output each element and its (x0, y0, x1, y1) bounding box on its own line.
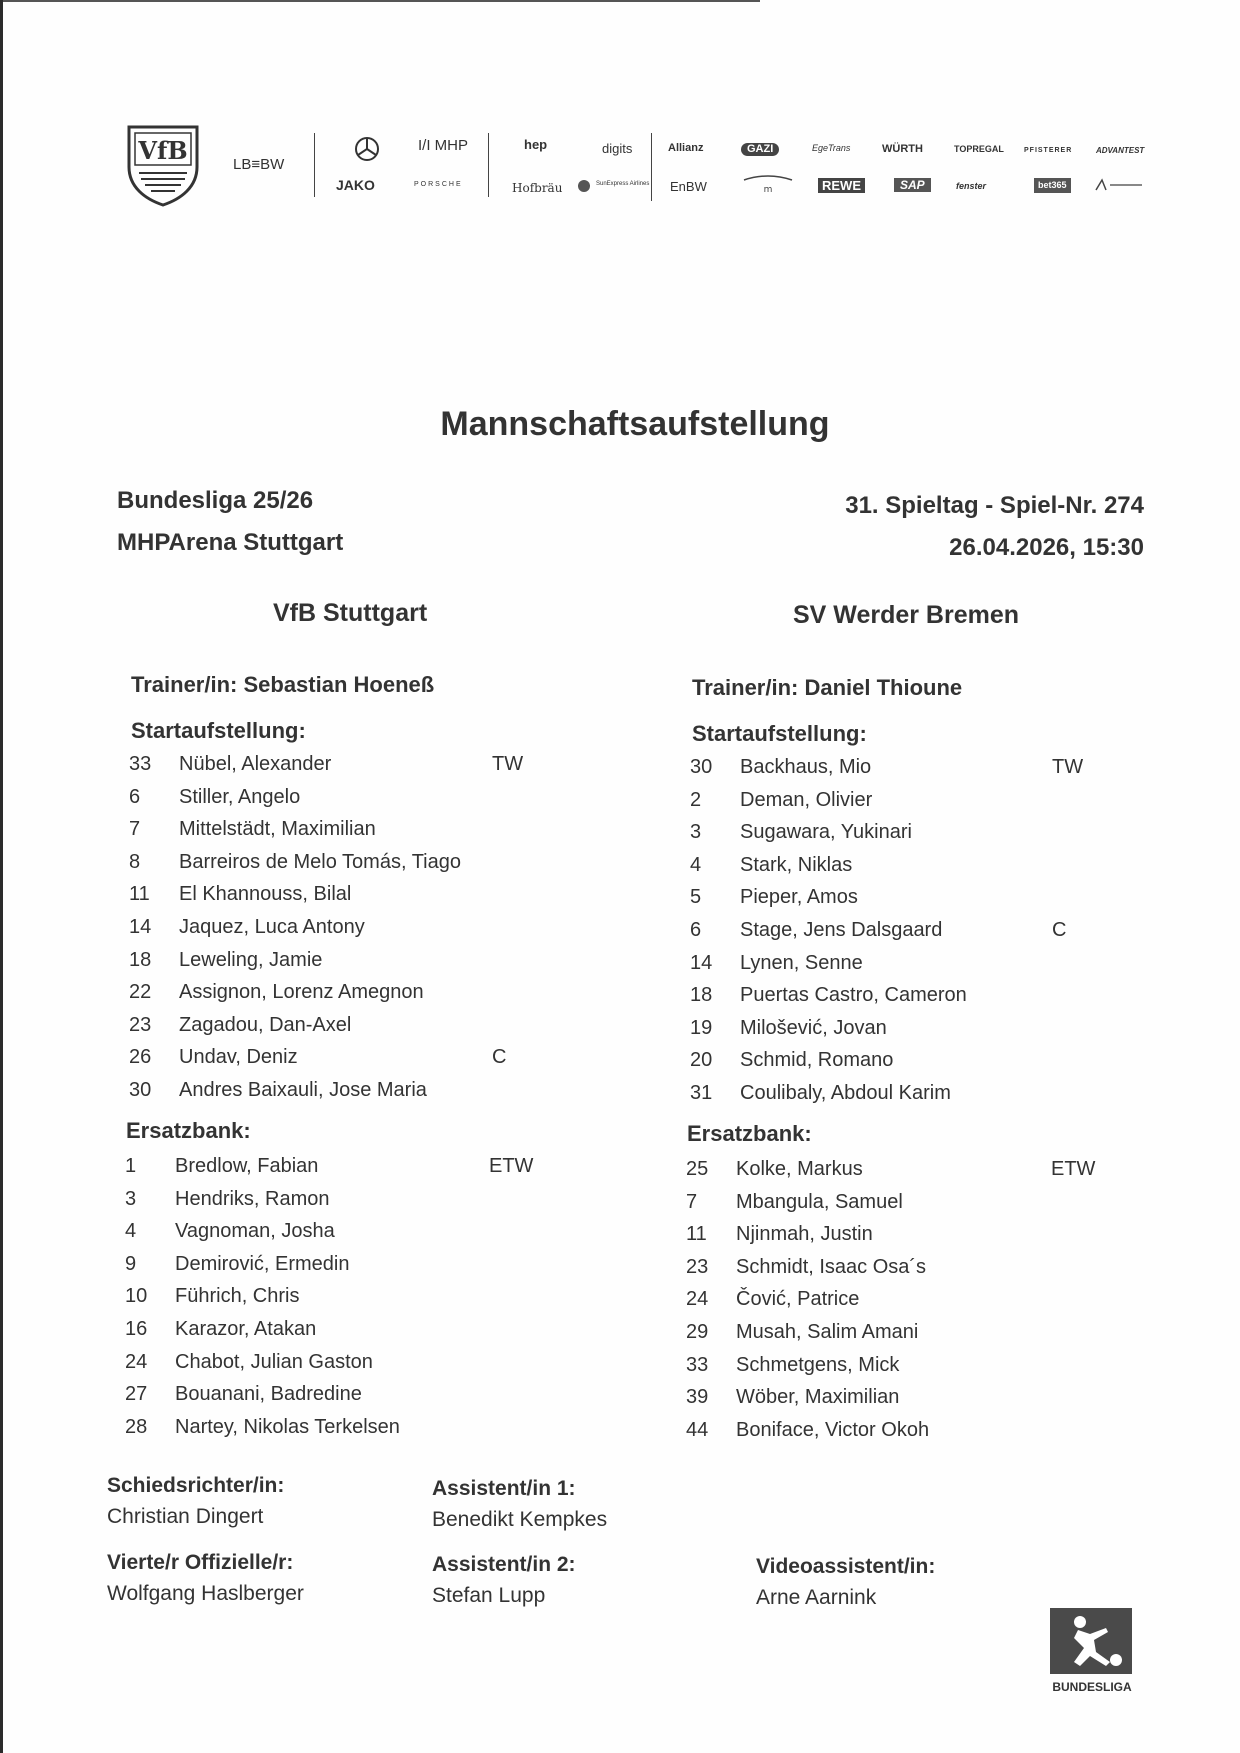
player-number: 30 (690, 756, 713, 778)
player-number: 7 (129, 818, 141, 841)
player-row (690, 952, 1112, 985)
player-name: Undav, Deniz (179, 1046, 298, 1069)
player-number: 23 (129, 1013, 152, 1036)
player-row (125, 1253, 549, 1286)
player-name: Njinmah, Justin (736, 1223, 873, 1246)
referee-label: Schiedsrichter/in: (107, 1474, 285, 1497)
player-row (690, 984, 1112, 1017)
svg-text:VfB: VfB (138, 136, 188, 165)
sunexpress-sun-icon (576, 178, 592, 194)
player-number: 3 (690, 821, 702, 844)
player-name: Führich, Chris (175, 1285, 300, 1308)
player-row (686, 1321, 1111, 1354)
player-name: Stage, Jens Dalsgaard (740, 919, 943, 941)
player-number: 2 (690, 788, 702, 811)
player-row (686, 1223, 1111, 1256)
player-row (686, 1354, 1111, 1387)
bet365-logo: bet365 (1034, 178, 1071, 193)
player-role: ETW (489, 1155, 534, 1177)
player-number: 20 (690, 1049, 713, 1072)
bundesliga-logo-icon (1050, 1608, 1132, 1674)
vfb-crest-icon (125, 123, 201, 207)
player-number: 23 (686, 1255, 709, 1278)
player-name: Backhaus, Mio (740, 756, 872, 778)
player-number: 3 (125, 1187, 137, 1210)
player-row (129, 1014, 552, 1047)
hofbrau-logo: Hofbräu (512, 181, 563, 195)
var-label: Videoassistent/in: (756, 1555, 936, 1578)
player-number: 14 (129, 916, 152, 938)
player-row (125, 1220, 549, 1253)
player-name: Kolke, Markus (736, 1158, 863, 1180)
player-name: Schmid, Romano (740, 1049, 894, 1072)
player-number: 6 (690, 919, 702, 941)
away-team-name: SV Werder Bremen (793, 601, 1020, 629)
player-name: Milošević, Jovan (740, 1016, 887, 1039)
player-number: 39 (686, 1386, 709, 1409)
lbbw-logo: LB≡BW (233, 156, 285, 173)
player-row (690, 756, 1112, 789)
scan-edge-top (0, 0, 760, 2)
player-name: Bredlow, Fabian (175, 1155, 319, 1177)
sponsor-divider (314, 133, 315, 197)
porsche-logo: PORSCHE (414, 181, 463, 188)
player-number: 10 (125, 1285, 148, 1308)
advantest-logo: ADVANTEST (1096, 146, 1145, 155)
player-name: Zagadou, Dan-Axel (179, 1013, 352, 1036)
player-role: C (492, 1046, 507, 1069)
var-name: Arne Aarnink (756, 1586, 877, 1609)
player-name: Mittelstädt, Maximilian (179, 818, 376, 841)
assistant1-label: Assistent/in 1: (432, 1477, 576, 1500)
player-row (129, 786, 552, 819)
mhp-logo: I/I MHP (418, 137, 469, 154)
player-number: 4 (125, 1220, 137, 1243)
player-number: 28 (125, 1415, 148, 1438)
player-row (125, 1318, 549, 1351)
pfisterer-logo: PFISTERER (1024, 147, 1073, 154)
away-bench-label: Ersatzbank: (687, 1121, 812, 1146)
player-row (690, 919, 1112, 952)
bundesliga-logo-text: BUNDESLIGA (1052, 1680, 1132, 1694)
assistant2-label: Assistent/in 2: (432, 1553, 576, 1576)
fourth-official-name: Wolfgang Haslberger (107, 1582, 304, 1605)
player-row (129, 916, 552, 949)
player-row (129, 883, 552, 916)
player-role: TW (492, 753, 524, 775)
home-team-name: VfB Stuttgart (273, 599, 428, 627)
venue: MHPArena Stuttgart (117, 529, 344, 556)
player-number: 4 (690, 853, 702, 876)
player-number: 18 (690, 984, 713, 1007)
sap-logo: SAP (894, 178, 931, 192)
home-trainer: Trainer/in: Sebastian Hoeneß (131, 672, 435, 697)
player-row (129, 981, 552, 1014)
assistant1-name: Benedikt Kempkes (432, 1508, 608, 1531)
player-row (125, 1285, 549, 1318)
scan-edge-left (0, 0, 3, 1753)
digits-logo: digits (602, 141, 633, 156)
svg-text:m: m (763, 185, 773, 195)
player-row (686, 1288, 1111, 1321)
jako-logo: JAKO (336, 177, 375, 193)
player-row (686, 1256, 1111, 1289)
player-number: 5 (690, 886, 702, 909)
topregal-logo: TOPREGAL (954, 144, 1004, 154)
away-start-label: Startaufstellung: (692, 721, 867, 746)
player-role: TW (1052, 756, 1084, 778)
player-name: Stark, Niklas (740, 853, 853, 876)
player-name: Sugawara, Yukinari (740, 821, 912, 844)
player-number: 44 (686, 1418, 709, 1441)
acc-group-logo-icon (1094, 178, 1146, 192)
player-row (690, 1082, 1112, 1115)
player-row (129, 818, 552, 851)
player-number: 33 (686, 1353, 709, 1376)
player-row (686, 1191, 1111, 1224)
player-name: Nartey, Nikolas Terkelsen (175, 1415, 400, 1438)
player-row (125, 1155, 549, 1188)
player-row (690, 1049, 1112, 1082)
player-number: 9 (125, 1252, 137, 1275)
enbw-logo: EnBW (670, 179, 707, 194)
player-row (690, 886, 1112, 919)
player-name: Assignon, Lorenz Amegnon (179, 981, 424, 1004)
player-number: 27 (125, 1383, 148, 1406)
matchday: 31. Spieltag - Spiel-Nr. 274 (845, 492, 1144, 519)
player-number: 18 (129, 948, 152, 971)
competition: Bundesliga 25/26 (117, 487, 314, 514)
player-row (129, 851, 552, 884)
gazi-logo: GAZI (741, 143, 779, 156)
home-bench-label: Ersatzbank: (126, 1118, 251, 1143)
player-number: 1 (125, 1155, 137, 1177)
player-name: Stiller, Angelo (179, 785, 301, 808)
player-row (690, 1017, 1112, 1050)
player-name: Musah, Salim Amani (736, 1321, 919, 1343)
fourth-official-label: Vierte/r Offizielle/r: (107, 1551, 294, 1574)
player-row (686, 1158, 1111, 1191)
player-role: ETW (1051, 1158, 1096, 1180)
player-name: Barreiros de Melo Tomás, Tiago (179, 850, 461, 873)
player-name: Deman, Olivier (740, 788, 873, 811)
player-number: 8 (129, 850, 141, 873)
player-number: 30 (129, 1079, 152, 1101)
player-row (125, 1416, 549, 1449)
player-row (690, 854, 1112, 887)
sponsor-divider (488, 133, 489, 197)
wurth-logo: WÜRTH (882, 143, 923, 155)
player-name: Puertas Castro, Cameron (740, 984, 967, 1007)
player-name: Hendriks, Ramon (175, 1187, 330, 1210)
player-number: 14 (690, 951, 713, 974)
player-number: 6 (129, 785, 141, 808)
marquardt-logo-icon (742, 174, 794, 196)
player-name: Wöber, Maximilian (736, 1386, 900, 1409)
sunexpress-logo: SunExpress Airlines (596, 181, 650, 187)
player-name: Karazor, Atakan (175, 1318, 317, 1340)
player-row (129, 753, 552, 786)
player-row (686, 1419, 1111, 1452)
player-name: Chabot, Julian Gaston (175, 1350, 373, 1373)
player-name: Schmetgens, Mick (736, 1353, 900, 1376)
player-name: Andres Baixauli, Jose Maria (179, 1079, 427, 1101)
player-row (690, 821, 1112, 854)
player-name: Jaquez, Luca Antony (179, 916, 365, 938)
player-name: Mbangula, Samuel (736, 1190, 903, 1213)
player-number: 11 (686, 1223, 707, 1246)
player-name: Bouanani, Badredine (175, 1383, 362, 1406)
player-number: 31 (690, 1082, 713, 1104)
egetrans-logo: EgeTrans (812, 143, 851, 153)
assistant2-name: Stefan Lupp (432, 1584, 546, 1607)
player-name: Vagnoman, Josha (175, 1220, 335, 1243)
player-number: 16 (125, 1318, 148, 1340)
player-role: C (1052, 919, 1067, 941)
player-name: Nübel, Alexander (179, 753, 332, 775)
player-name: Čović, Patrice (736, 1288, 860, 1311)
player-name: Lynen, Senne (740, 951, 863, 974)
player-number: 25 (686, 1158, 709, 1180)
player-name: El Khannouss, Bilal (179, 883, 352, 906)
player-name: Boniface, Victor Okoh (736, 1418, 930, 1441)
player-row (129, 1079, 552, 1112)
player-number: 29 (686, 1321, 709, 1343)
player-name: Coulibaly, Abdoul Karim (740, 1082, 951, 1104)
home-start-label: Startaufstellung: (131, 718, 306, 743)
player-row (125, 1383, 549, 1416)
player-name: Schmidt, Isaac Osa´s (736, 1255, 927, 1278)
player-number: 11 (129, 883, 150, 906)
player-number: 24 (125, 1350, 148, 1373)
player-row (690, 789, 1112, 822)
player-row (125, 1351, 549, 1384)
hep-logo: hep (524, 137, 548, 152)
player-number: 19 (690, 1016, 713, 1039)
player-name: Leweling, Jamie (179, 948, 323, 971)
player-row (129, 1046, 552, 1079)
player-number: 7 (686, 1190, 698, 1213)
player-number: 24 (686, 1288, 709, 1311)
fenster-logo: fenster (956, 181, 987, 191)
referee-name: Christian Dingert (107, 1505, 264, 1528)
player-name: Pieper, Amos (740, 886, 858, 909)
rewe-logo: REWE (818, 178, 865, 193)
player-row (129, 949, 552, 982)
player-name: Demirović, Ermedin (175, 1252, 350, 1275)
player-row (686, 1386, 1111, 1419)
page-title: Mannschaftsaufstellung (440, 405, 830, 443)
player-row (125, 1188, 549, 1221)
sponsor-divider (651, 133, 652, 201)
player-number: 33 (129, 753, 152, 775)
match-datetime: 26.04.2026, 15:30 (949, 534, 1144, 561)
player-number: 26 (129, 1046, 152, 1069)
away-trainer: Trainer/in: Daniel Thioune (692, 675, 963, 700)
mercedes-star-icon (354, 136, 380, 162)
allianz-logo: Allianz (668, 142, 704, 154)
player-number: 22 (129, 981, 152, 1004)
